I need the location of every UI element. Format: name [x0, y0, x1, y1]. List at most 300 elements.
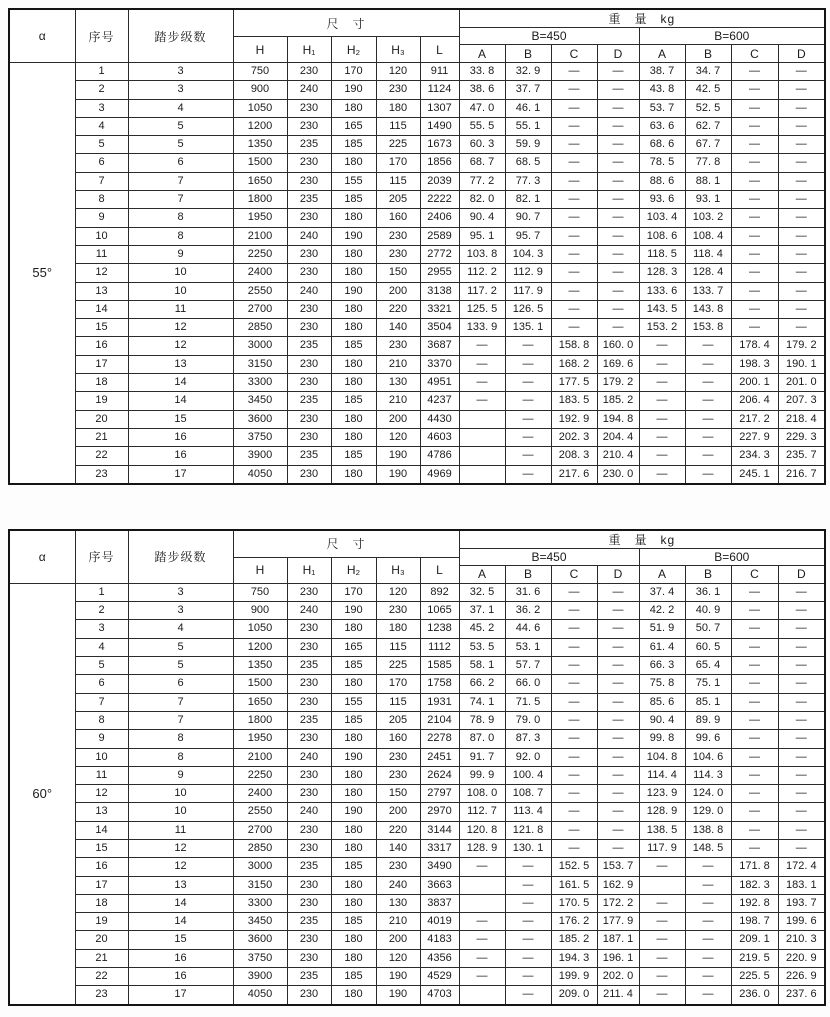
cell-b600-C: — [731, 583, 778, 601]
cell-b600-C: 209. 1 [731, 931, 778, 949]
cell-H1: 230 [287, 465, 331, 484]
cell-b450-D: 230. 0 [597, 465, 639, 484]
cell-L: 3321 [420, 300, 459, 318]
cell-L: 3687 [420, 337, 459, 355]
cell-b450-C: — [551, 99, 597, 117]
cell-b450-C: — [551, 81, 597, 99]
cell-H: 4050 [233, 465, 287, 484]
cell-serial: 1 [75, 63, 128, 81]
cell-b600-A: 42. 2 [639, 602, 685, 620]
cell-b600-B: 60. 5 [685, 638, 731, 656]
cell-b600-C: — [731, 319, 778, 337]
cell-H1: 235 [287, 913, 331, 931]
cell-b450-C: — [551, 583, 597, 601]
header-serial: 序号 [75, 9, 128, 63]
cell-b600-D: — [778, 191, 825, 209]
cell-b450-B: 95. 7 [505, 227, 551, 245]
header-b600: B=600 [639, 28, 825, 45]
cell-H1: 230 [287, 410, 331, 428]
cell-serial: 21 [75, 428, 128, 446]
cell-steps: 9 [128, 766, 233, 784]
table-row [9, 81, 825, 99]
cell-H: 3750 [233, 428, 287, 446]
cell-L: 911 [420, 63, 459, 81]
cell-b600-D: 193. 7 [778, 894, 825, 912]
cell-H3: 140 [376, 839, 420, 857]
cell-b450-A: 47. 0 [459, 99, 505, 117]
header-b600-D: D [778, 565, 825, 583]
cell-steps: 5 [128, 117, 233, 135]
cell-b450-A: 82. 0 [459, 191, 505, 209]
cell-b600-D: — [778, 638, 825, 656]
cell-serial: 19 [75, 392, 128, 410]
cell-b450-D: — [597, 191, 639, 209]
cell-b450-C: — [551, 675, 597, 693]
table-row [9, 117, 825, 135]
cell-H3: 200 [376, 931, 420, 949]
header-b600-B: B [685, 45, 731, 63]
cell-b450-C: — [551, 711, 597, 729]
cell-H: 2250 [233, 766, 287, 784]
header-L: L [420, 37, 459, 63]
cell-b450-A: 112. 7 [459, 803, 505, 821]
cell-H3: 230 [376, 748, 420, 766]
table-row [9, 894, 825, 912]
cell-L: 3663 [420, 876, 459, 894]
cell-b600-D: — [778, 63, 825, 81]
cell-H1: 230 [287, 620, 331, 638]
cell-b450-C: — [551, 620, 597, 638]
cell-H3: 200 [376, 410, 420, 428]
cell-steps: 5 [128, 657, 233, 675]
cell-b450-D: 210. 4 [597, 447, 639, 465]
cell-H: 3750 [233, 949, 287, 967]
cell-b600-B: 75. 1 [685, 675, 731, 693]
cell-steps: 3 [128, 81, 233, 99]
cell-H3: 205 [376, 711, 420, 729]
cell-L: 4969 [420, 465, 459, 484]
cell-serial: 23 [75, 465, 128, 484]
cell-b450-D: — [597, 693, 639, 711]
header-H1: H₁ [287, 557, 331, 583]
cell-H3: 240 [376, 876, 420, 894]
header-H3: H₃ [376, 37, 420, 63]
cell-b450-C: 177. 5 [551, 374, 597, 392]
cell-b600-A: — [639, 447, 685, 465]
cell-L: 1673 [420, 136, 459, 154]
cell-steps: 7 [128, 191, 233, 209]
cell-b450-B: — [505, 858, 551, 876]
cell-serial: 5 [75, 657, 128, 675]
cell-H2: 180 [331, 465, 376, 484]
cell-H2: 190 [331, 227, 376, 245]
cell-b450-B: 46. 1 [505, 99, 551, 117]
cell-b450-A [459, 986, 505, 1005]
cell-b600-D: — [778, 99, 825, 117]
cell-b450-C: — [551, 839, 597, 857]
cell-b450-B: 53. 1 [505, 638, 551, 656]
cell-b600-C: — [731, 154, 778, 172]
cell-H2: 180 [331, 154, 376, 172]
cell-H3: 230 [376, 602, 420, 620]
table-row [9, 693, 825, 711]
cell-b450-B: — [505, 894, 551, 912]
cell-steps: 16 [128, 428, 233, 446]
cell-H1: 230 [287, 839, 331, 857]
cell-steps: 17 [128, 986, 233, 1005]
cell-b450-D: 196. 1 [597, 949, 639, 967]
cell-H2: 180 [331, 894, 376, 912]
cell-H2: 180 [331, 839, 376, 857]
cell-H: 3150 [233, 355, 287, 373]
cell-H3: 160 [376, 209, 420, 227]
cell-H: 4050 [233, 986, 287, 1005]
cell-H1: 230 [287, 876, 331, 894]
cell-b450-D: 160. 0 [597, 337, 639, 355]
cell-b600-A: 99. 8 [639, 730, 685, 748]
cell-serial: 20 [75, 931, 128, 949]
cell-b600-B: 42. 5 [685, 81, 731, 99]
cell-b450-B: 112. 9 [505, 264, 551, 282]
header-H2: H₂ [331, 557, 376, 583]
cell-b450-D: 177. 9 [597, 913, 639, 931]
cell-H1: 230 [287, 949, 331, 967]
cell-b450-A: — [459, 374, 505, 392]
cell-b450-D: 169. 6 [597, 355, 639, 373]
cell-H1: 230 [287, 693, 331, 711]
cell-steps: 3 [128, 602, 233, 620]
cell-b600-C: — [731, 657, 778, 675]
cell-steps: 10 [128, 785, 233, 803]
header-b450-B: B [505, 45, 551, 63]
cell-b600-B: 67. 7 [685, 136, 731, 154]
cell-steps: 11 [128, 821, 233, 839]
cell-b600-A: 117. 9 [639, 839, 685, 857]
cell-b450-C: 217. 6 [551, 465, 597, 484]
cell-b450-A: 60. 3 [459, 136, 505, 154]
header-b450-C: C [551, 565, 597, 583]
cell-b450-C: — [551, 209, 597, 227]
cell-b600-A: — [639, 428, 685, 446]
cell-b600-C: — [731, 602, 778, 620]
cell-H3: 190 [376, 968, 420, 986]
cell-H1: 230 [287, 245, 331, 263]
cell-H: 1800 [233, 711, 287, 729]
cell-H2: 185 [331, 136, 376, 154]
cell-b600-A: 43. 8 [639, 81, 685, 99]
cell-b450-D: — [597, 264, 639, 282]
cell-H3: 230 [376, 227, 420, 245]
cell-b450-C: — [551, 117, 597, 135]
cell-b450-D: 211. 4 [597, 986, 639, 1005]
cell-b450-C: — [551, 693, 597, 711]
cell-H1: 235 [287, 337, 331, 355]
cell-H: 3600 [233, 410, 287, 428]
cell-b600-C: — [731, 785, 778, 803]
cell-b450-C: — [551, 63, 597, 81]
header-dimensions: 尺 寸 [233, 9, 459, 37]
cell-L: 3490 [420, 858, 459, 876]
cell-steps: 16 [128, 447, 233, 465]
cell-b450-D: — [597, 711, 639, 729]
cell-L: 4951 [420, 374, 459, 392]
table-row [9, 172, 825, 190]
cell-b600-C: 198. 7 [731, 913, 778, 931]
cell-steps: 17 [128, 465, 233, 484]
cell-steps: 13 [128, 876, 233, 894]
cell-H1: 230 [287, 428, 331, 446]
cell-H: 1500 [233, 675, 287, 693]
cell-b450-B: 87. 3 [505, 730, 551, 748]
cell-serial: 11 [75, 245, 128, 263]
cell-L: 4529 [420, 968, 459, 986]
cell-b450-C: — [551, 300, 597, 318]
cell-steps: 3 [128, 583, 233, 601]
cell-b600-B: 62. 7 [685, 117, 731, 135]
cell-b450-B: 135. 1 [505, 319, 551, 337]
cell-b450-D: — [597, 839, 639, 857]
cell-b450-D: — [597, 730, 639, 748]
cell-H2: 190 [331, 748, 376, 766]
cell-b450-B: 79. 0 [505, 711, 551, 729]
cell-H: 2550 [233, 803, 287, 821]
cell-H1: 230 [287, 638, 331, 656]
cell-H3: 115 [376, 638, 420, 656]
cell-b450-C: — [551, 245, 597, 263]
table-row [9, 803, 825, 821]
cell-b450-A: 55. 5 [459, 117, 505, 135]
cell-steps: 12 [128, 858, 233, 876]
cell-L: 1307 [420, 99, 459, 117]
cell-b600-A: — [639, 913, 685, 931]
cell-serial: 16 [75, 337, 128, 355]
cell-b450-B: — [505, 374, 551, 392]
cell-b600-B: 118. 4 [685, 245, 731, 263]
cell-b600-A: 118. 5 [639, 245, 685, 263]
table-row [9, 748, 825, 766]
cell-steps: 3 [128, 63, 233, 81]
header-serial: 序号 [75, 530, 128, 584]
cell-b600-B: — [685, 337, 731, 355]
cell-H2: 180 [331, 785, 376, 803]
table-row [9, 264, 825, 282]
cell-b450-D: — [597, 81, 639, 99]
cell-b450-A: 74. 1 [459, 693, 505, 711]
cell-steps: 8 [128, 227, 233, 245]
header-weight: 重 量 kg [459, 530, 825, 549]
cell-b600-B: 89. 9 [685, 711, 731, 729]
cell-H2: 180 [331, 410, 376, 428]
cell-b600-B: — [685, 858, 731, 876]
cell-b450-D: — [597, 227, 639, 245]
cell-b450-D: 185. 2 [597, 392, 639, 410]
cell-b450-D: — [597, 282, 639, 300]
cell-H: 750 [233, 583, 287, 601]
cell-steps: 12 [128, 337, 233, 355]
cell-H3: 200 [376, 803, 420, 821]
table-row [9, 282, 825, 300]
cell-b450-C: 209. 0 [551, 986, 597, 1005]
cell-b450-A: 38. 6 [459, 81, 505, 99]
cell-b600-A: 37. 4 [639, 583, 685, 601]
cell-b600-D: — [778, 785, 825, 803]
cell-H: 3000 [233, 858, 287, 876]
cell-b450-A: — [459, 913, 505, 931]
cell-H3: 130 [376, 374, 420, 392]
cell-b450-D: — [597, 136, 639, 154]
cell-serial: 15 [75, 839, 128, 857]
cell-b450-C: — [551, 227, 597, 245]
cell-H3: 115 [376, 693, 420, 711]
cell-b600-B: — [685, 410, 731, 428]
cell-b450-D: 204. 4 [597, 428, 639, 446]
cell-H2: 185 [331, 392, 376, 410]
table-row [9, 209, 825, 227]
cell-steps: 5 [128, 136, 233, 154]
cell-H1: 230 [287, 209, 331, 227]
cell-H2: 190 [331, 282, 376, 300]
table-row [9, 821, 825, 839]
cell-b450-B: — [505, 931, 551, 949]
cell-H: 900 [233, 602, 287, 620]
cell-H2: 180 [331, 99, 376, 117]
header-b450-B: B [505, 565, 551, 583]
cell-b600-C: — [731, 675, 778, 693]
cell-b600-C: — [731, 245, 778, 263]
cell-serial: 4 [75, 638, 128, 656]
cell-b450-A [459, 447, 505, 465]
cell-L: 2451 [420, 748, 459, 766]
cell-H2: 180 [331, 730, 376, 748]
cell-b450-D: — [597, 209, 639, 227]
cell-b450-C: — [551, 821, 597, 839]
cell-H2: 185 [331, 968, 376, 986]
table-row [9, 638, 825, 656]
cell-b600-C: — [731, 264, 778, 282]
cell-b450-D: — [597, 785, 639, 803]
cell-b600-B: 128. 4 [685, 264, 731, 282]
cell-H3: 170 [376, 154, 420, 172]
cell-H1: 240 [287, 227, 331, 245]
cell-b450-C: 168. 2 [551, 355, 597, 373]
cell-H2: 180 [331, 264, 376, 282]
cell-H3: 180 [376, 620, 420, 638]
cell-b600-A: 128. 3 [639, 264, 685, 282]
cell-b450-A: 90. 4 [459, 209, 505, 227]
cell-b450-C: — [551, 803, 597, 821]
cell-b450-B: 44. 6 [505, 620, 551, 638]
table-row [9, 766, 825, 784]
table-row [9, 392, 825, 410]
cell-b600-A: 78. 5 [639, 154, 685, 172]
cell-H2: 190 [331, 602, 376, 620]
table-row [9, 428, 825, 446]
cell-serial: 17 [75, 355, 128, 373]
cell-b450-A: — [459, 968, 505, 986]
cell-b600-C: 236. 0 [731, 986, 778, 1005]
header-H: H [233, 557, 287, 583]
cell-b600-C: 171. 8 [731, 858, 778, 876]
cell-H1: 230 [287, 730, 331, 748]
cell-b450-D: — [597, 583, 639, 601]
cell-H2: 185 [331, 657, 376, 675]
cell-L: 3504 [420, 319, 459, 337]
cell-H: 900 [233, 81, 287, 99]
cell-L: 2772 [420, 245, 459, 263]
cell-H1: 235 [287, 968, 331, 986]
cell-b450-B: 121. 8 [505, 821, 551, 839]
cell-b600-B: — [685, 894, 731, 912]
cell-H2: 180 [331, 876, 376, 894]
cell-H2: 180 [331, 675, 376, 693]
cell-b600-B: 114. 3 [685, 766, 731, 784]
table-row [9, 583, 825, 601]
cell-b450-C: — [551, 136, 597, 154]
header-b600-A: A [639, 45, 685, 63]
cell-L: 4786 [420, 447, 459, 465]
cell-serial: 14 [75, 821, 128, 839]
header-steps: 踏步级数 [128, 9, 233, 63]
cell-H2: 180 [331, 931, 376, 949]
cell-serial: 11 [75, 766, 128, 784]
cell-serial: 10 [75, 748, 128, 766]
cell-H1: 230 [287, 63, 331, 81]
cell-b600-D: 218. 4 [778, 410, 825, 428]
cell-b600-B: 103. 2 [685, 209, 731, 227]
cell-H3: 160 [376, 730, 420, 748]
cell-b600-B: 143. 8 [685, 300, 731, 318]
cell-serial: 14 [75, 300, 128, 318]
header-H: H [233, 37, 287, 63]
cell-H3: 120 [376, 583, 420, 601]
cell-H3: 230 [376, 766, 420, 784]
cell-H1: 230 [287, 300, 331, 318]
table-row [9, 858, 825, 876]
cell-b600-C: 225. 5 [731, 968, 778, 986]
cell-b600-A: — [639, 410, 685, 428]
alpha-value: 60° [9, 583, 75, 1004]
cell-b600-C: — [731, 63, 778, 81]
cell-b600-D: 216. 7 [778, 465, 825, 484]
cell-b600-C: — [731, 209, 778, 227]
cell-b600-A: 153. 2 [639, 319, 685, 337]
cell-b450-B: 55. 1 [505, 117, 551, 135]
cell-H2: 185 [331, 191, 376, 209]
table-row [9, 99, 825, 117]
cell-H: 3900 [233, 968, 287, 986]
cell-steps: 8 [128, 209, 233, 227]
cell-H: 3600 [233, 931, 287, 949]
cell-H1: 235 [287, 657, 331, 675]
table-row [9, 136, 825, 154]
cell-b450-A: 33. 8 [459, 63, 505, 81]
cell-b600-D: — [778, 693, 825, 711]
cell-b600-D: — [778, 620, 825, 638]
cell-b600-B: 153. 8 [685, 319, 731, 337]
cell-b450-C: — [551, 657, 597, 675]
cell-L: 3370 [420, 355, 459, 373]
cell-serial: 21 [75, 949, 128, 967]
cell-b450-B: — [505, 913, 551, 931]
cell-L: 2278 [420, 730, 459, 748]
cell-H2: 185 [331, 858, 376, 876]
cell-b600-D: — [778, 172, 825, 190]
cell-b600-D: 183. 1 [778, 876, 825, 894]
cell-b450-A [459, 410, 505, 428]
cell-b600-A: — [639, 337, 685, 355]
cell-b450-A: 95. 1 [459, 227, 505, 245]
cell-b450-A: 32. 5 [459, 583, 505, 601]
